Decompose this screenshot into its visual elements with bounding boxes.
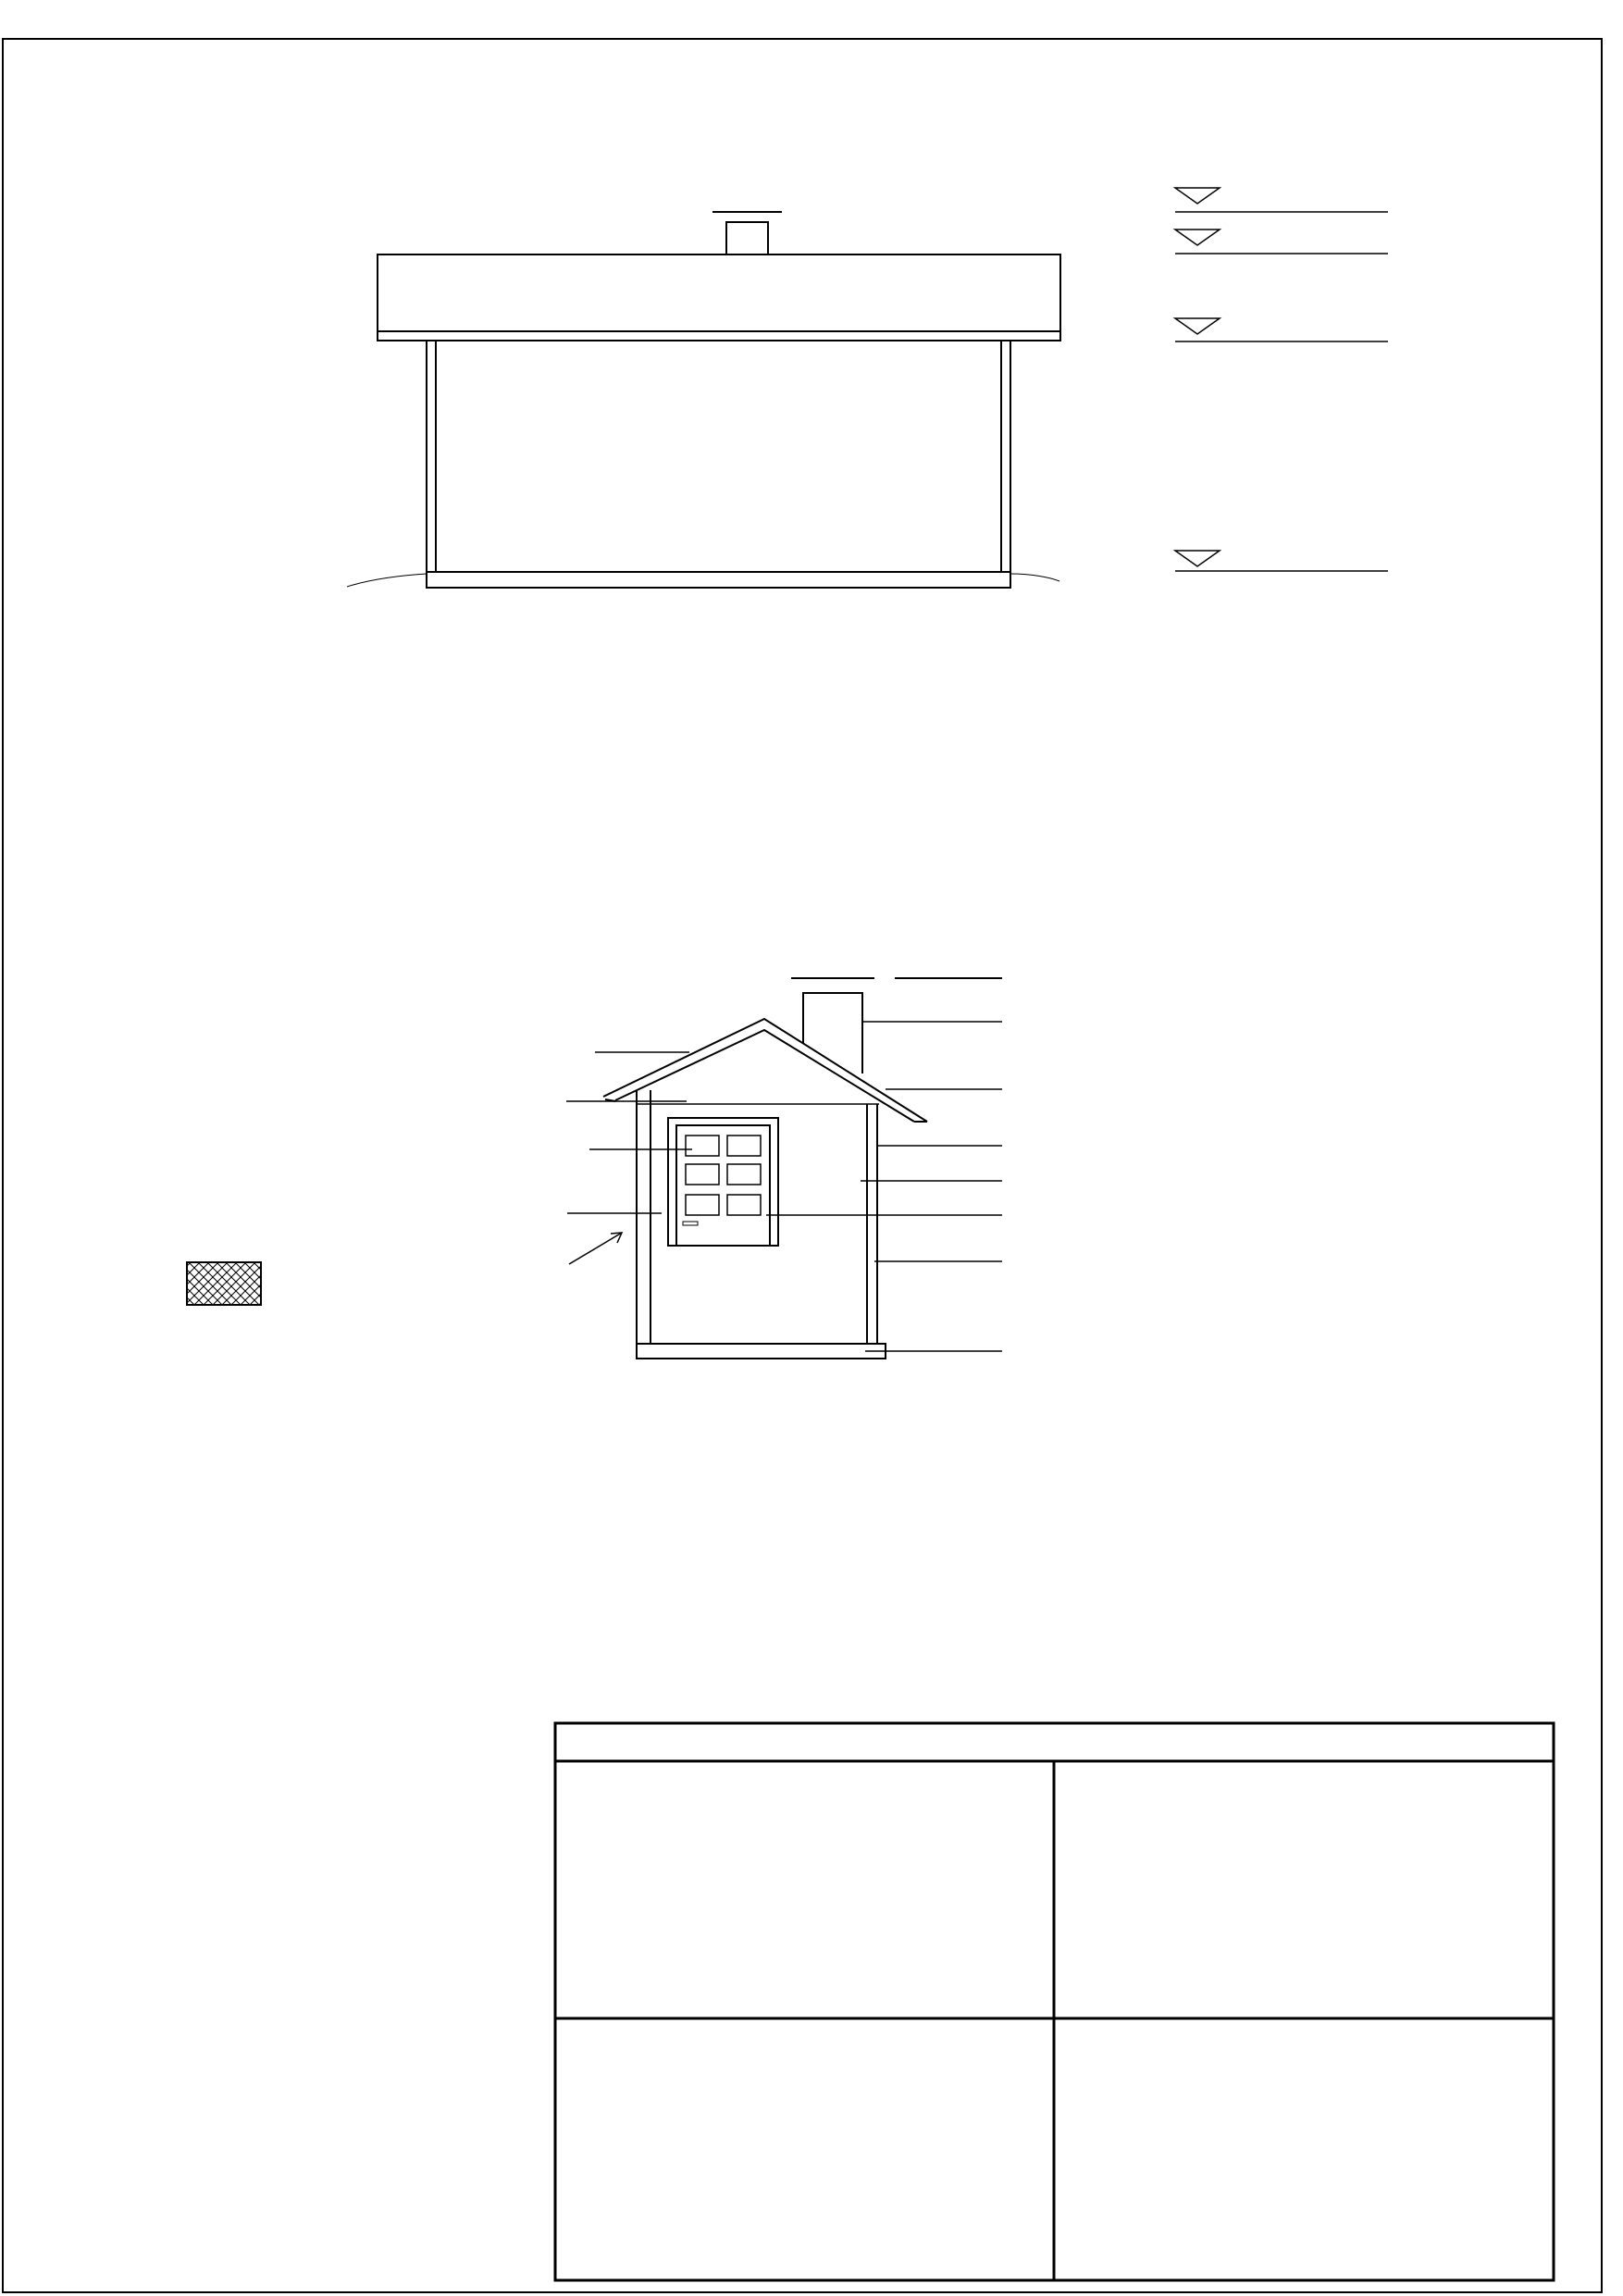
plinth	[637, 1344, 886, 1359]
right-leader-lines	[766, 1022, 1002, 1351]
arrow-leader	[569, 1233, 622, 1264]
level-marker	[1175, 318, 1388, 341]
plinth	[427, 572, 1010, 588]
roof-inner	[615, 1030, 914, 1122]
north-elevation	[603, 978, 1002, 1359]
level-triangle-icon	[1175, 318, 1220, 334]
west-elevation	[347, 212, 1060, 588]
title-block	[555, 1723, 1554, 2280]
roof	[378, 254, 1060, 331]
level-triangle-icon	[1175, 188, 1220, 204]
ground-line-left	[347, 574, 427, 587]
level-marker	[1175, 551, 1388, 571]
roof-fascia	[378, 331, 1060, 341]
wall-outline	[427, 341, 1010, 572]
door-leaf	[676, 1125, 770, 1246]
ground-line-right	[1010, 574, 1059, 581]
sheet-border	[3, 39, 1602, 2292]
level-markers	[1175, 188, 1388, 571]
level-triangle-icon	[1175, 551, 1220, 566]
level-marker	[1175, 230, 1388, 254]
crosshatch-legend-swatch	[187, 1262, 261, 1305]
chimney	[726, 222, 768, 254]
roof-outer	[603, 1019, 927, 1122]
level-marker	[1175, 188, 1388, 212]
level-triangle-icon	[1175, 230, 1220, 245]
